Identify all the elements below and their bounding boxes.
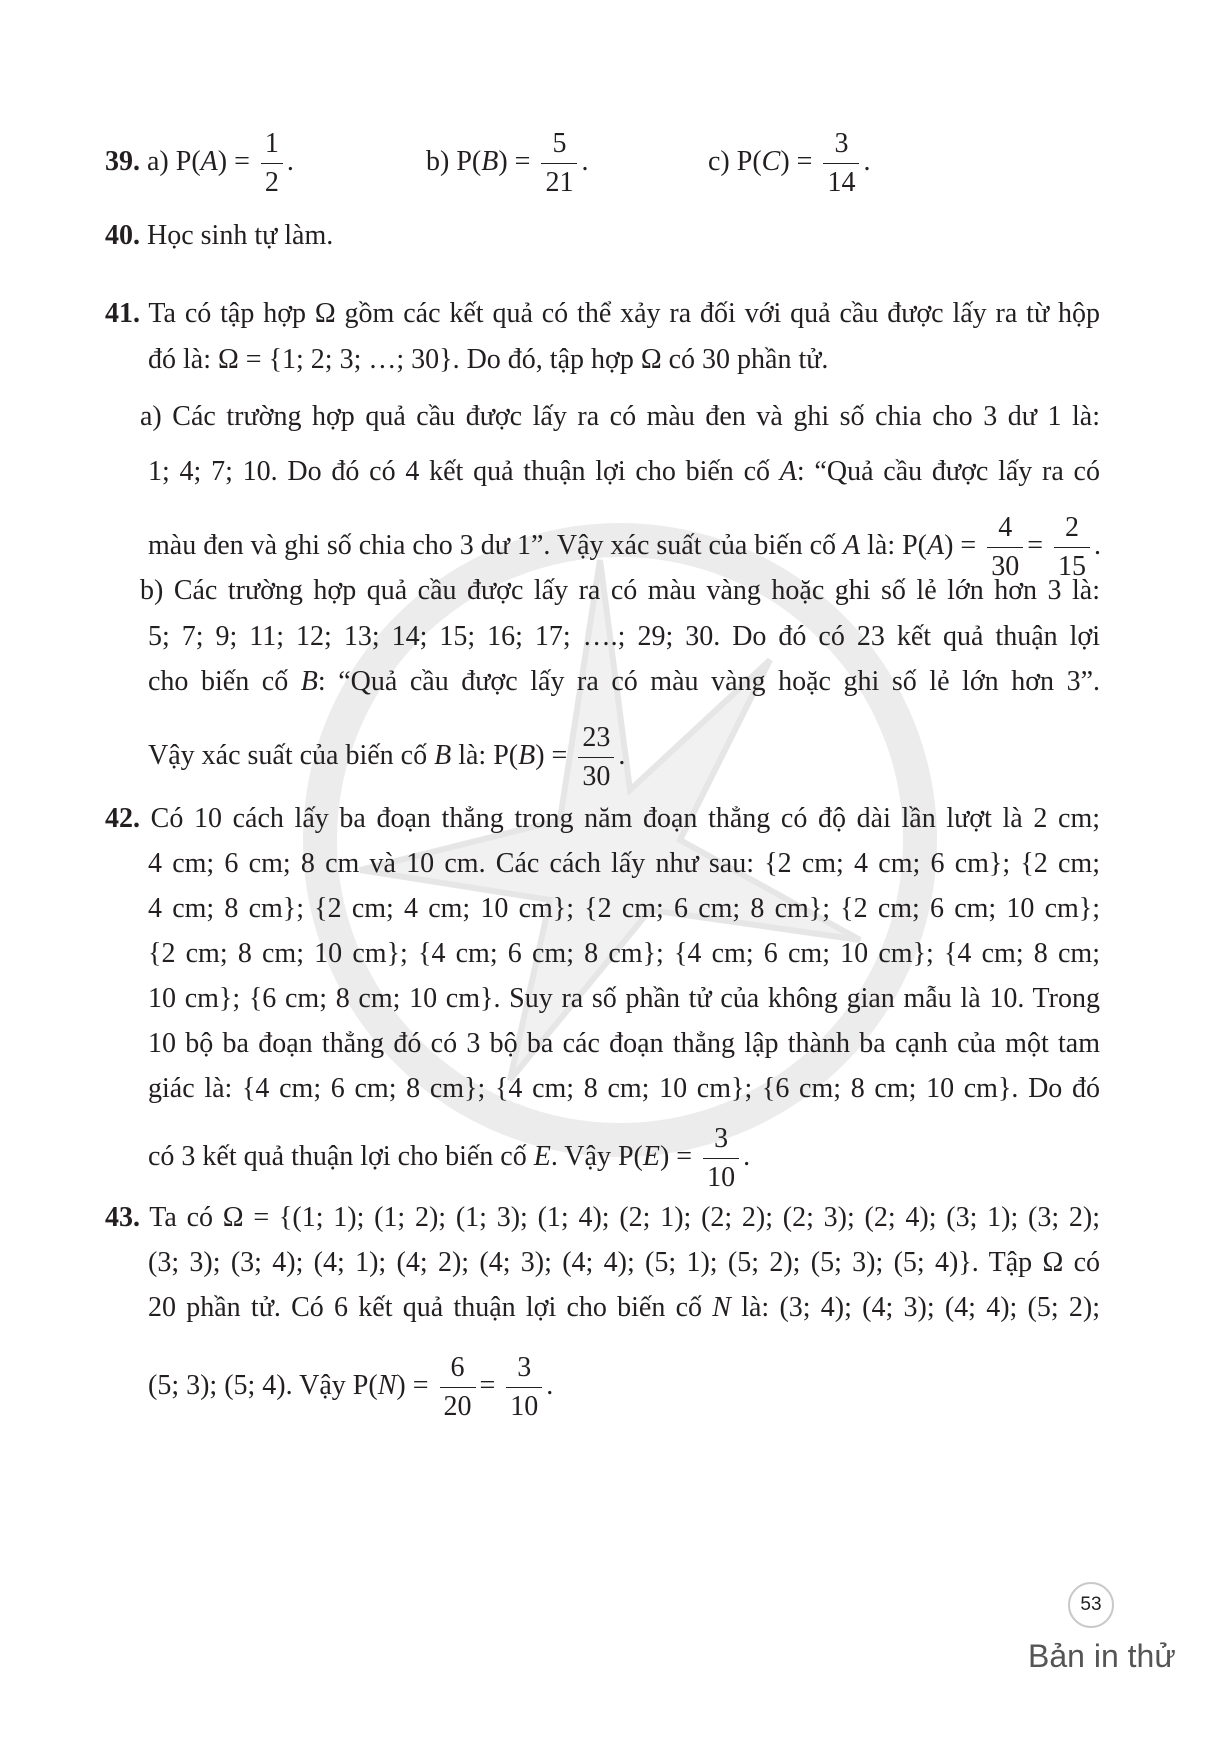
answer-41a-line-2: 1; 4; 7; 10. Do đó có 4 kết quả thuận lợi cho biến cố A: “Quả cầu được lấy ra có [148, 456, 1100, 487]
answer-43-line-2: (3; 3); (3; 4); (4; 1); (4; 2); (4; 3); (4; 4); (5; 1); (5; 2); (5; 3); (5; 4)}. Tập Ω có [148, 1247, 1100, 1278]
fraction: $\frac{3}{10}$ [506, 1352, 542, 1423]
answer-42-line-2: 4 cm; 6 cm; 8 cm và 10 cm. Các cách lấy như sau: {2 cm; 4 cm; 6 cm}; {2 cm; [148, 848, 1100, 879]
fraction: $\frac{3}{14}$ [823, 128, 859, 199]
answer-41b-line-3: cho biến cố B: “Quả cầu được lấy ra có màu vàng hoặc ghi số lẻ lớn hơn 3”. [148, 666, 1100, 697]
answer-43-line-1: 43. Ta có Ω = {(1; 1); (1; 2); (1; 3); (1; 4); (2; 1); (2; 2); (2; 3); (2; 4); (3; 1); (3; 2); [105, 1202, 1100, 1233]
answer-42-line-4: {2 cm; 8 cm; 10 cm}; {4 cm; 6 cm; 8 cm}; {4 cm; 6 cm; 10 cm}; {4 cm; 8 cm; [148, 938, 1100, 969]
answer-42-line-6: 10 bộ ba đoạn thẳng đó có 3 bộ ba các đoạn thẳng lập thành ba cạnh của một tam [148, 1028, 1100, 1059]
answer-41a-line-3: màu đen và ghi số chia cho 3 dư 1”. Vậy xác suất của biến cố A là: P(A) = $\frac{4}{30}$ = $\frac{2}{15}$ . [148, 512, 1102, 582]
answer-41a-line-1: a) Các trường hợp quả cầu được lấy ra có màu đen và ghi số chia cho 3 dư 1 là: [140, 401, 1100, 432]
answer-text: Học sinh tự làm. [147, 220, 334, 251]
answer-42-line-7: giác là: {4 cm; 6 cm; 8 cm}; {4 cm; 8 cm; 10 cm}; {6 cm; 8 cm; 10 cm}. Do đó [148, 1073, 1100, 1104]
answer-number: 42. [105, 803, 140, 834]
answer-42-line-5: 10 cm}; {6 cm; 8 cm; 10 cm}. Suy ra số phần tử của không gian mẫu là 10. Trong [148, 983, 1100, 1014]
proof-stamp: Bản in thử [1028, 1638, 1176, 1674]
fraction: $\frac{5}{21}$ [541, 128, 577, 199]
answer-41b-line-1: b) Các trường hợp quả cầu được lấy ra có màu vàng hoặc ghi số lẻ lớn hơn 3 là: [140, 575, 1100, 606]
fraction: $\frac{23}{30}$ [578, 722, 614, 793]
answer-41-line-1: 41. Ta có tập hợp Ω gồm các kết quả có thể xảy ra đối với quả cầu được lấy ra từ hộp [105, 298, 1101, 329]
answer-41b-line-2: 5; 7; 9; 11; 12; 13; 14; 15; 16; 17; ….; 29; 30. Do đó có 23 kết quả thuận lợi [148, 621, 1100, 652]
answer-42-line-3: 4 cm; 8 cm}; {2 cm; 4 cm; 10 cm}; {2 cm; 6 cm; 8 cm}; {2 cm; 6 cm; 10 cm}; [148, 893, 1100, 924]
answer-number: 41. [105, 298, 140, 329]
answer-39-part-a: 39. a) P(A) = $\frac{1}{2}$ . [105, 128, 294, 198]
page-number: 53 [1068, 1582, 1114, 1628]
answer-43-line-3: 20 phần tử. Có 6 kết quả thuận lợi cho biến cố N là: (3; 4); (4; 3); (4; 4); (5; 2); [148, 1292, 1100, 1323]
answer-40 [105, 219, 333, 253]
answer-number: 40. [105, 220, 140, 251]
answer-39-part-c: c) P(C) = $\frac{3}{14}$ . [708, 128, 871, 198]
answer-number: 39. [105, 145, 140, 177]
answer-39-part-b: b) P(B) = $\frac{5}{21}$ . [426, 128, 589, 198]
fraction: $\frac{1}{2}$ [261, 128, 283, 199]
answer-41b-line-4: Vậy xác suất của biến cố B là: P(B) = $\frac{23}{30}$ . [148, 722, 626, 792]
fraction: $\frac{3}{10}$ [703, 1123, 739, 1194]
answer-number: 43. [105, 1202, 140, 1233]
fraction: $\frac{4}{30}$ [987, 512, 1023, 583]
answer-42-line-8: có 3 kết quả thuận lợi cho biến cố E. Vậy P(E) = $\frac{3}{10}$ . [148, 1123, 751, 1193]
answer-42-line-1: 42. Có 10 cách lấy ba đoạn thẳng trong năm đoạn thẳng có độ dài lần lượt là 2 cm; [105, 803, 1101, 834]
fraction: $\frac{6}{20}$ [440, 1352, 476, 1423]
answer-41-line-2: đó là: Ω = {1; 2; 3; …; 30}. Do đó, tập hợp Ω có 30 phần tử. [148, 344, 829, 375]
answer-43-line-4: (5; 3); (5; 4). Vậy P(N) = $\frac{6}{20}$ = $\frac{3}{10}$ . [148, 1352, 554, 1422]
fraction: $\frac{2}{15}$ [1054, 512, 1090, 583]
